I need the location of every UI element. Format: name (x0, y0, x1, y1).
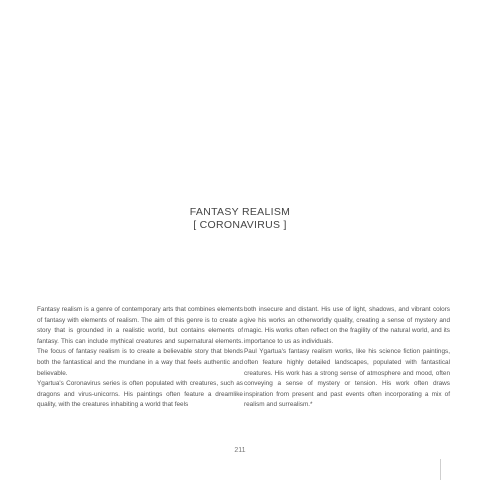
page-edge-divider (440, 459, 441, 480)
page-subtitle: [ CORONAVIRUS ] (193, 219, 287, 231)
page-number: 211 (234, 447, 246, 454)
text-column-right (244, 305, 450, 411)
page-title: FANTASY REALISM (189, 206, 291, 218)
body-paragraph: Paul Ygartua's fantasy realism works, like his science fiction paintings, often feature highly detailed landscapes, populated with fantastical creatures. His work has a strong sense of atmosphere and mood, often conveying a sense of mystery or tension. His work often draws inspiration from present and past events often incorporating a mix of realism and surrealism.* (244, 348, 450, 409)
section-heading (0, 206, 480, 232)
body-paragraph: both insecure and distant. His use of light, shadows, and vibrant colors give his works an otherworldly quality, creating a sense of mystery and magic. His works often reflect on the fragility of the natural world, and its importance to us as individuals. (244, 306, 450, 345)
text-column-left (37, 305, 243, 411)
body-paragraph: Fantasy realism is a genre of contemporary arts that combines elements of fantasy with elements of realism. The aim of this genre is to create a story that is grounded in a realistic world, but contains elements of fantasy. This can include mythical creatures and supernatural elements. The focus of fantasy realism is to create a believable story that blends both the fantastical and the mundane in a way that feels authentic and believable. (37, 306, 243, 377)
body-paragraph: Ygartua's Coronavirus series is often populated with creatures, such as dragons and virus-unicorns. His paintings often feature a dreamlike quality, with the creatures inhabiting a world that feels (37, 380, 243, 409)
